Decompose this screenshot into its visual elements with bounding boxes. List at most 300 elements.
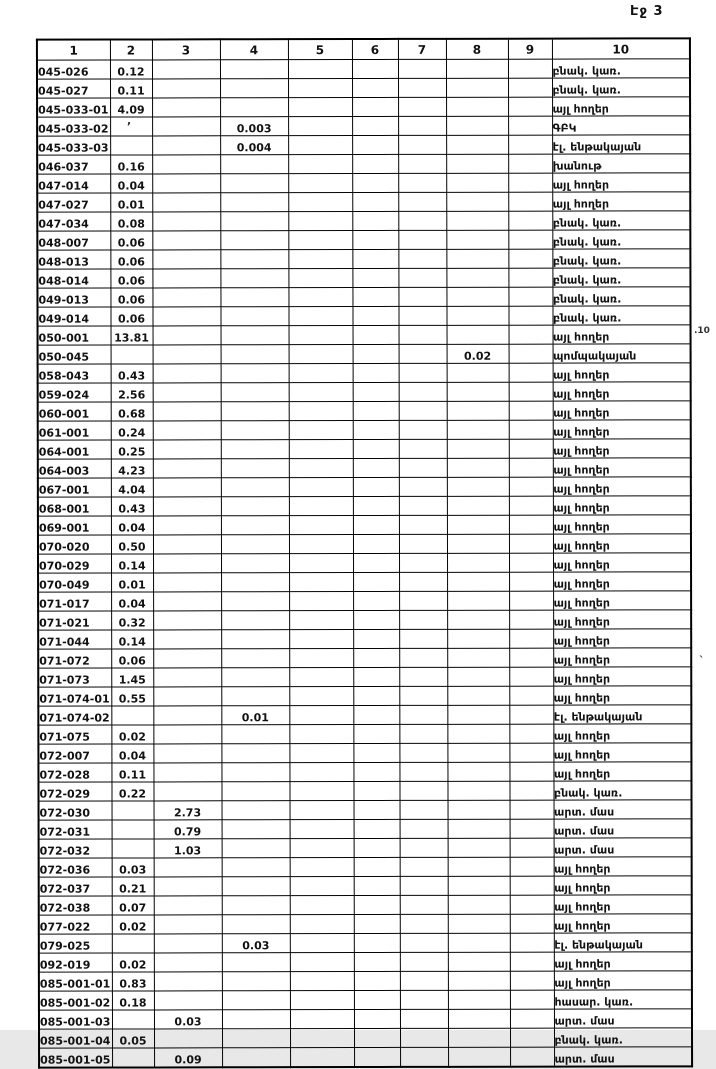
cell-value-col3 (153, 573, 221, 592)
cell-landuse-category: բնակ. կառ. (552, 306, 690, 325)
cell-landuse-category: այլ հողեր (553, 648, 691, 667)
cell-value-col6 (352, 268, 398, 287)
cell-value-col6 (353, 344, 399, 363)
cell-value-col8 (446, 116, 508, 135)
cell-value-col9 (510, 819, 554, 838)
header-row (37, 38, 690, 60)
cell-value-col8 (447, 553, 509, 572)
cell-value-col5 (289, 592, 353, 611)
cell-value-col6 (353, 629, 399, 648)
cell-landuse-category: էլ. ենթակայան (553, 705, 691, 724)
cell-value-col7 (400, 857, 448, 876)
table-row (38, 629, 691, 649)
cell-value-col2: 0.25 (111, 440, 153, 459)
cell-value-col2: 0.06 (110, 231, 152, 250)
cell-parcel-code: 047-027 (37, 193, 110, 212)
cell-landuse-category: այլ հողեր (553, 686, 691, 705)
cell-landuse-category: այլ հողեր (554, 895, 692, 914)
cell-value-col2: 0.12 (110, 60, 152, 79)
cell-value-col3: 0.09 (154, 1048, 222, 1068)
cell-parcel-code: 072-032 (39, 839, 112, 858)
cell-value-col8 (447, 781, 509, 800)
cell-landuse-category: այլ հողեր (553, 667, 691, 686)
cell-value-col3: 1.03 (154, 839, 222, 858)
cell-value-col7 (398, 268, 446, 287)
cell-value-col2: 13.81 (111, 326, 153, 345)
column-header-5: 5 (288, 39, 352, 60)
table-row (37, 97, 690, 117)
cell-value-col3 (152, 117, 220, 136)
page-number-label: Էջ 3 (630, 4, 664, 19)
cell-value-col2: 4.09 (110, 98, 152, 117)
cell-value-col4 (221, 421, 289, 440)
cell-parcel-code: 048-013 (37, 250, 110, 269)
cell-value-col9 (508, 59, 552, 78)
cell-parcel-code: 072-007 (38, 744, 111, 763)
cell-parcel-code: 068-001 (38, 497, 111, 516)
cell-value-col7 (399, 667, 447, 686)
cell-value-col9 (508, 230, 552, 249)
cell-value-col7 (398, 287, 446, 306)
cell-value-col6 (353, 705, 399, 724)
cell-value-col5 (290, 934, 354, 953)
cell-value-col7 (398, 230, 446, 249)
cell-parcel-code: 070-029 (38, 554, 111, 573)
cell-value-col3 (153, 725, 221, 744)
cell-value-col5 (288, 98, 352, 117)
cell-value-col4 (222, 1048, 290, 1068)
cell-value-col7 (399, 458, 447, 477)
cell-landuse-category: այլ հողեր (553, 553, 691, 572)
cell-value-col6 (352, 78, 398, 97)
cell-value-col2 (110, 136, 152, 155)
cell-value-col2: 0.07 (112, 896, 154, 915)
cell-value-col5 (289, 554, 353, 573)
cell-value-col9 (509, 667, 553, 686)
cell-value-col9 (509, 534, 553, 553)
cell-value-col2: 0.32 (111, 611, 153, 630)
cell-value-col4 (221, 497, 289, 516)
cell-value-col9 (509, 515, 553, 534)
cell-parcel-code: 067-001 (38, 478, 111, 497)
cell-value-col9 (508, 97, 552, 116)
cell-value-col9 (508, 154, 552, 173)
cell-parcel-code: 071-074-01 (38, 687, 111, 706)
cell-value-col3 (153, 611, 221, 630)
cell-value-col2 (112, 1048, 154, 1068)
cell-parcel-code: 071-017 (38, 592, 111, 611)
cell-value-col3 (152, 307, 220, 326)
cell-value-col2: 0.02 (111, 725, 153, 744)
cell-value-col4 (222, 972, 290, 991)
cell-value-col7 (398, 59, 446, 78)
cell-value-col9 (509, 762, 553, 781)
cell-parcel-code: 085-001-01 (39, 972, 112, 991)
cell-landuse-category: այլ հողեր (553, 363, 691, 382)
cell-value-col4 (221, 725, 289, 744)
cell-value-col4 (222, 915, 290, 934)
cell-value-col7 (399, 762, 447, 781)
cell-value-col3 (154, 877, 222, 896)
cell-value-col8 (448, 838, 510, 857)
cell-value-col3 (154, 915, 222, 934)
table-row (38, 363, 691, 383)
cell-value-col8 (446, 154, 508, 173)
table-row (37, 211, 690, 231)
cell-value-col6 (353, 686, 399, 705)
cell-value-col3 (152, 60, 220, 79)
cell-value-col8 (447, 762, 509, 781)
column-header-10: 10 (552, 38, 690, 59)
cell-value-col5 (290, 1048, 354, 1068)
cell-value-col9 (510, 933, 554, 952)
cell-value-col7 (399, 439, 447, 458)
cell-value-col9 (510, 914, 554, 933)
cell-landuse-category: այլ հողեր (553, 458, 691, 477)
table-row (37, 154, 690, 174)
cell-parcel-code: 085-001-02 (39, 991, 112, 1010)
table-row (38, 610, 691, 630)
cell-value-col5 (288, 174, 352, 193)
cell-value-col8 (446, 249, 508, 268)
cell-value-col6 (354, 857, 400, 876)
cell-parcel-code: 050-045 (38, 345, 111, 364)
cell-value-col9 (509, 629, 553, 648)
cell-value-col2: 0.43 (111, 364, 153, 383)
cell-value-col7 (398, 211, 446, 230)
cell-landuse-category: արտ. մաս (554, 1047, 692, 1067)
cell-value-col6 (353, 667, 399, 686)
cell-value-col9 (508, 268, 552, 287)
cell-value-col5 (289, 459, 353, 478)
cell-value-col7 (400, 895, 448, 914)
cell-value-col9 (509, 439, 553, 458)
cell-value-col5 (288, 250, 352, 269)
cell-value-col7 (399, 553, 447, 572)
table-row (38, 420, 691, 440)
table-row (38, 743, 691, 763)
cell-value-col7 (399, 363, 447, 382)
cell-value-col4 (220, 307, 288, 326)
cell-value-col9 (509, 781, 553, 800)
cell-value-col3 (153, 383, 221, 402)
cell-value-col4 (222, 1029, 290, 1048)
cell-landuse-category: խանութ (552, 154, 690, 173)
cell-value-col5 (290, 972, 354, 991)
table-row (37, 230, 690, 250)
cell-value-col3 (153, 364, 221, 383)
cell-value-col8 (446, 230, 508, 249)
cell-value-col6 (353, 553, 399, 572)
cell-value-col8: 0.02 (447, 344, 509, 363)
cell-value-col8 (447, 591, 509, 610)
cell-value-col4 (221, 535, 289, 554)
table-row (37, 78, 690, 98)
cell-value-col4 (221, 744, 289, 763)
cell-parcel-code: 045-033-02 (37, 117, 110, 136)
cell-value-col4 (221, 478, 289, 497)
cell-value-col9 (510, 857, 554, 876)
cell-value-col2 (112, 801, 154, 820)
cell-value-col9 (510, 971, 554, 990)
cell-landuse-category: էլ. ենթակայան (554, 933, 692, 952)
cell-value-col8 (446, 268, 508, 287)
cell-landuse-category: այլ հողեր (554, 857, 692, 876)
cell-value-col4 (220, 231, 288, 250)
cell-value-col6 (353, 477, 399, 496)
table-row (38, 762, 691, 782)
cell-value-col2: 0.05 (112, 1029, 154, 1048)
table-row (38, 591, 691, 611)
cell-value-col4: 0.01 (221, 706, 289, 725)
cell-parcel-code: 077-022 (39, 915, 112, 934)
cell-value-col7 (400, 876, 448, 895)
cell-value-col5 (289, 706, 353, 725)
cell-value-col2: 0.55 (111, 687, 153, 706)
cell-value-col2: 0.14 (111, 554, 153, 573)
cell-value-col5 (290, 820, 354, 839)
column-header-7: 7 (398, 39, 446, 60)
cell-value-col4 (221, 611, 289, 630)
cell-landuse-category: բնակ. կառ. (552, 78, 690, 97)
cell-value-col5 (289, 611, 353, 630)
cell-value-col4 (220, 98, 288, 117)
cell-value-col5 (290, 953, 354, 972)
cell-parcel-code: 049-014 (37, 307, 110, 326)
cell-value-col8 (447, 743, 509, 762)
cell-value-col4 (221, 592, 289, 611)
cell-landuse-category: այլ հողեր (553, 572, 691, 591)
cell-value-col3 (152, 98, 220, 117)
cell-value-col9 (509, 553, 553, 572)
cell-parcel-code: 046-037 (37, 155, 110, 174)
cell-value-col5 (290, 1010, 354, 1029)
stray-margin-note: .10 (694, 326, 710, 336)
cell-parcel-code: 072-037 (39, 877, 112, 896)
cell-value-col6 (352, 59, 398, 78)
column-header-2: 2 (110, 39, 152, 60)
cell-value-col4 (221, 668, 289, 687)
cell-value-col6 (354, 876, 400, 895)
cell-landuse-category: այլ հողեր (553, 496, 691, 515)
cell-value-col6 (354, 914, 400, 933)
cell-landuse-category: պոմպակայան (553, 344, 691, 363)
cell-value-col4 (221, 573, 289, 592)
cell-value-col7 (400, 838, 448, 857)
cell-value-col3 (153, 630, 221, 649)
cell-value-col9 (509, 496, 553, 515)
cell-parcel-code: 047-014 (37, 174, 110, 193)
cell-value-col3 (152, 79, 220, 98)
cell-value-col6 (353, 325, 399, 344)
cell-value-col5 (288, 307, 352, 326)
table-row (38, 648, 691, 668)
cell-value-col4 (222, 953, 290, 972)
cell-parcel-code: 085-001-05 (39, 1048, 112, 1068)
cell-value-col2: 0.04 (111, 592, 153, 611)
cell-landuse-category: այլ հողեր (552, 97, 690, 116)
cell-value-col5 (289, 402, 353, 421)
cell-value-col9 (509, 572, 553, 591)
cell-value-col8 (446, 135, 508, 154)
cell-value-col8 (448, 1028, 510, 1047)
cell-value-col7 (399, 325, 447, 344)
cell-value-col8 (448, 1047, 510, 1067)
cell-value-col4 (221, 383, 289, 402)
cell-value-col8 (447, 477, 509, 496)
cell-value-col7 (400, 1009, 448, 1028)
cell-value-col8 (448, 857, 510, 876)
cell-value-col8 (446, 306, 508, 325)
cell-value-col5 (288, 79, 352, 98)
cell-value-col6 (352, 116, 398, 135)
table-row (37, 306, 690, 326)
table-row (38, 382, 691, 402)
cell-value-col5 (289, 497, 353, 516)
cell-value-col8 (448, 895, 510, 914)
cell-value-col5 (290, 991, 354, 1010)
table-row (38, 705, 691, 725)
cell-value-col6 (354, 819, 400, 838)
table-row (39, 933, 692, 953)
cell-value-col2: 4.04 (111, 478, 153, 497)
cell-value-col6 (353, 458, 399, 477)
table-row (38, 325, 691, 345)
cell-value-col8 (447, 496, 509, 515)
cell-value-col5 (288, 212, 352, 231)
cell-value-col4 (221, 459, 289, 478)
cell-value-col7 (398, 192, 446, 211)
cell-value-col5 (288, 269, 352, 288)
table-row (37, 135, 690, 155)
cell-landuse-category: բնակ. կառ. (552, 230, 690, 249)
cell-value-col6 (354, 990, 400, 1009)
cell-value-col7 (400, 1047, 448, 1067)
cell-value-col2: 0.24 (111, 421, 153, 440)
cell-value-col6 (352, 97, 398, 116)
cell-parcel-code: 071-021 (38, 611, 111, 630)
cell-value-col7 (399, 534, 447, 553)
cell-value-col9 (509, 705, 553, 724)
cell-parcel-code: 061-001 (38, 421, 111, 440)
cell-parcel-code: 050-001 (38, 326, 111, 345)
cell-value-col3 (152, 174, 220, 193)
cell-value-col8 (446, 78, 508, 97)
cell-parcel-code: 049-013 (37, 288, 110, 307)
cell-landuse-category: այլ հողեր (553, 743, 691, 762)
cell-landuse-category: բնակ. կառ. (552, 268, 690, 287)
cell-landuse-category: այլ հողեր (554, 914, 692, 933)
cell-parcel-code: 048-007 (37, 231, 110, 250)
cell-landuse-category: այլ հողեր (552, 192, 690, 211)
cell-value-col2: 0.18 (112, 991, 154, 1010)
cell-value-col9 (509, 458, 553, 477)
cell-value-col8 (447, 325, 509, 344)
cell-parcel-code: 072-038 (39, 896, 112, 915)
cell-value-col5 (289, 744, 353, 763)
table-row (39, 914, 692, 934)
cell-value-col7 (399, 401, 447, 420)
table-row (37, 287, 690, 307)
cell-value-col7 (399, 648, 447, 667)
cell-value-col3 (153, 592, 221, 611)
cell-value-col9 (508, 211, 552, 230)
cell-value-col5 (289, 630, 353, 649)
cell-value-col9 (510, 1047, 554, 1067)
table-row (38, 553, 691, 573)
cell-value-col8 (447, 401, 509, 420)
cell-value-col9 (508, 116, 552, 135)
cell-value-col7 (399, 591, 447, 610)
table-row (39, 819, 692, 839)
cell-value-col6 (353, 724, 399, 743)
cell-value-col6 (354, 800, 400, 819)
cell-value-col4 (222, 820, 290, 839)
table-row (38, 686, 691, 706)
cell-value-col5 (289, 649, 353, 668)
cell-parcel-code: 071-075 (38, 725, 111, 744)
cell-value-col2: 0.50 (111, 535, 153, 554)
cell-value-col6 (353, 420, 399, 439)
cell-value-col8 (446, 211, 508, 230)
cell-value-col2: 0.06 (110, 269, 152, 288)
cell-value-col3 (154, 991, 222, 1010)
table-row (39, 876, 692, 896)
cell-value-col9 (509, 401, 553, 420)
cell-value-col5 (288, 136, 352, 155)
cell-landuse-category: այլ հողեր (553, 401, 691, 420)
cell-landuse-category: այլ հողեր (553, 477, 691, 496)
cell-landuse-category: ԳԲԿ (552, 116, 690, 135)
cell-value-col3 (153, 535, 221, 554)
cell-value-col3: 0.03 (154, 1010, 222, 1029)
cell-value-col6 (354, 895, 400, 914)
cell-value-col5 (289, 687, 353, 706)
column-header-1: 1 (37, 40, 110, 61)
cell-value-col8 (447, 420, 509, 439)
cell-parcel-code: 045-026 (37, 60, 110, 79)
table-row (38, 477, 691, 497)
table-row (37, 173, 690, 193)
cell-value-col6 (353, 762, 399, 781)
column-header-8: 8 (446, 39, 508, 60)
cell-value-col6 (354, 1028, 400, 1047)
cell-value-col6 (354, 933, 400, 952)
cell-value-col6 (352, 230, 398, 249)
cell-value-col2: 1.45 (111, 668, 153, 687)
stray-comma-mark: , (127, 114, 132, 127)
cell-value-col9 (509, 724, 553, 743)
cell-parcel-code: 058-043 (38, 364, 111, 383)
cell-value-col5 (290, 877, 354, 896)
cell-value-col5 (288, 117, 352, 136)
cell-parcel-code: 070-049 (38, 573, 111, 592)
table-row (38, 724, 691, 744)
cell-parcel-code: 064-001 (38, 440, 111, 459)
cell-value-col6 (354, 1009, 400, 1028)
cell-value-col7 (400, 819, 448, 838)
cell-value-col7 (400, 800, 448, 819)
table-row (39, 952, 692, 972)
cell-value-col8 (448, 800, 510, 819)
cell-value-col9 (509, 382, 553, 401)
cell-value-col5 (289, 421, 353, 440)
cell-value-col3 (154, 972, 222, 991)
cell-value-col4 (221, 516, 289, 535)
cell-value-col7 (399, 477, 447, 496)
cadastre-table (36, 37, 693, 1068)
cell-value-col8 (447, 667, 509, 686)
